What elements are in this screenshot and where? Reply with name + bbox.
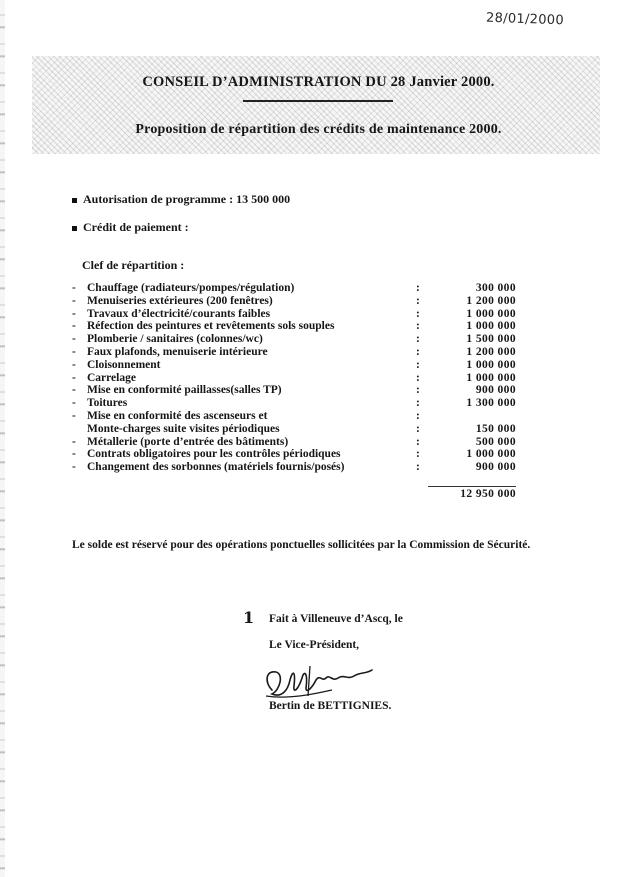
- allocation-row: [72, 282, 532, 295]
- row-dash: -: [72, 371, 76, 384]
- row-dash: -: [72, 282, 76, 294]
- row-label: Faux plafonds, menuiserie intérieure: [87, 345, 268, 358]
- row-dash: -: [72, 320, 76, 333]
- row-dash: -: [72, 358, 76, 371]
- bullet-autorisation: [72, 192, 290, 207]
- document-title: CONSEIL D’ADMINISTRATION DU 28 Janvier 2000.: [142, 74, 495, 90]
- row-label: Mise en conformité paillasses(salles TP): [87, 384, 282, 397]
- row-dash: -: [72, 345, 76, 358]
- row-colon: :: [416, 397, 420, 410]
- row-colon: :: [416, 384, 420, 397]
- row-label: Cloisonnement: [87, 358, 161, 371]
- row-label: Monte-charges suite visites périodiques: [87, 422, 280, 435]
- row-amount: 900 000: [475, 384, 516, 397]
- bullet-credit: [72, 220, 189, 235]
- allocation-row: [72, 346, 532, 359]
- allocation-row: [72, 359, 532, 372]
- row-dash: -: [72, 461, 76, 474]
- allocation-row: [72, 384, 532, 397]
- row-colon: :: [416, 448, 420, 461]
- allocation-row: [72, 333, 532, 346]
- row-label: Carrelage: [87, 371, 136, 384]
- allocation-list: [72, 282, 532, 474]
- row-colon: :: [416, 461, 420, 474]
- signatory-name: Bertin de BETTIGNIES.: [269, 700, 392, 712]
- allocation-row: [72, 397, 532, 410]
- row-label: Métallerie (porte d’entrée des bâtiments): [87, 435, 289, 448]
- row-amount: 500 000: [475, 435, 516, 448]
- row-amount: 1 000 000: [466, 307, 516, 320]
- row-colon: :: [416, 435, 420, 448]
- allocation-row: [72, 423, 532, 436]
- row-amount: 1 200 000: [466, 294, 516, 307]
- clef-label: Clef de répartition :: [82, 258, 185, 272]
- row-amount: 1 200 000: [466, 345, 516, 358]
- allocation-row: [72, 320, 532, 333]
- row-label: Changement des sorbonnes (matériels fournis/posés): [87, 461, 345, 474]
- row-amount: 150 000: [475, 422, 516, 435]
- document-subtitle: Proposition de répartition des crédits de maintenance 2000.: [135, 122, 502, 137]
- row-colon: :: [416, 282, 420, 294]
- row-dash: -: [72, 397, 76, 410]
- row-colon: :: [416, 307, 420, 320]
- total-amount: 12 950 000: [460, 488, 516, 500]
- row-dash: -: [72, 333, 76, 346]
- handwritten-date: 28/01/2000: [485, 10, 565, 29]
- row-amount: 1 000 000: [466, 320, 516, 333]
- row-dash: -: [72, 294, 76, 307]
- place-line: Fait à Villeneuve d’Ascq, le: [269, 613, 403, 625]
- row-colon: :: [416, 422, 420, 435]
- row-colon: :: [416, 320, 420, 333]
- allocation-row: [72, 295, 532, 308]
- row-colon: :: [416, 409, 420, 422]
- row-label: Réfection des peintures et revêtements sols souples: [87, 320, 335, 333]
- row-dash: -: [72, 307, 76, 320]
- title-underline: [243, 100, 393, 102]
- bullet-text: Autorisation de programme : 13 500 000: [83, 192, 291, 206]
- row-dash: -: [72, 384, 76, 397]
- header-banner: [32, 56, 600, 154]
- row-amount: 1 300 000: [466, 397, 516, 410]
- allocation-row: [72, 410, 532, 423]
- allocation-row: [72, 448, 532, 461]
- row-colon: :: [416, 371, 420, 384]
- row-colon: :: [416, 294, 420, 307]
- allocation-row: [72, 436, 532, 449]
- row-label: Mise en conformité des ascenseurs et: [87, 409, 268, 422]
- row-label: Plomberie / sanitaires (colonnes/wc): [87, 333, 263, 346]
- row-label: Chauffage (radiateurs/pompes/régulation): [87, 282, 295, 294]
- row-colon: :: [416, 333, 420, 346]
- row-label: Contrats obligatoires pour les contrôles périodiques: [87, 448, 341, 461]
- allocation-row: [72, 461, 532, 474]
- row-amount: 1 000 000: [466, 371, 516, 384]
- allocation-row: [72, 308, 532, 321]
- total-rule: [428, 486, 516, 487]
- row-label: Menuiseries extérieures (200 fenêtres): [87, 294, 273, 307]
- row-colon: :: [416, 358, 420, 371]
- signature-mark: 1: [243, 608, 255, 627]
- row-amount: 1 500 000: [466, 333, 516, 346]
- row-amount: 1 000 000: [466, 448, 516, 461]
- row-amount: 1 000 000: [466, 358, 516, 371]
- row-amount: 900 000: [475, 461, 516, 474]
- bullet-icon: [72, 198, 77, 203]
- bullet-text: Crédit de paiement :: [83, 220, 189, 234]
- row-dash: -: [72, 409, 76, 422]
- signatory-role: Le Vice-Président,: [269, 639, 360, 651]
- allocation-row: [72, 372, 532, 385]
- row-dash: -: [72, 435, 76, 448]
- row-dash: -: [72, 448, 76, 461]
- row-label: Toitures: [87, 397, 128, 410]
- row-label: Travaux d’électricité/courants faibles: [87, 307, 271, 320]
- solde-paragraph: Le solde est réservé pour des opérations ponctuelles sollicitées par la Commission de Sécurité.: [72, 539, 531, 551]
- row-colon: :: [416, 345, 420, 358]
- bullet-icon: [72, 226, 77, 231]
- row-amount: 300 000: [475, 282, 516, 294]
